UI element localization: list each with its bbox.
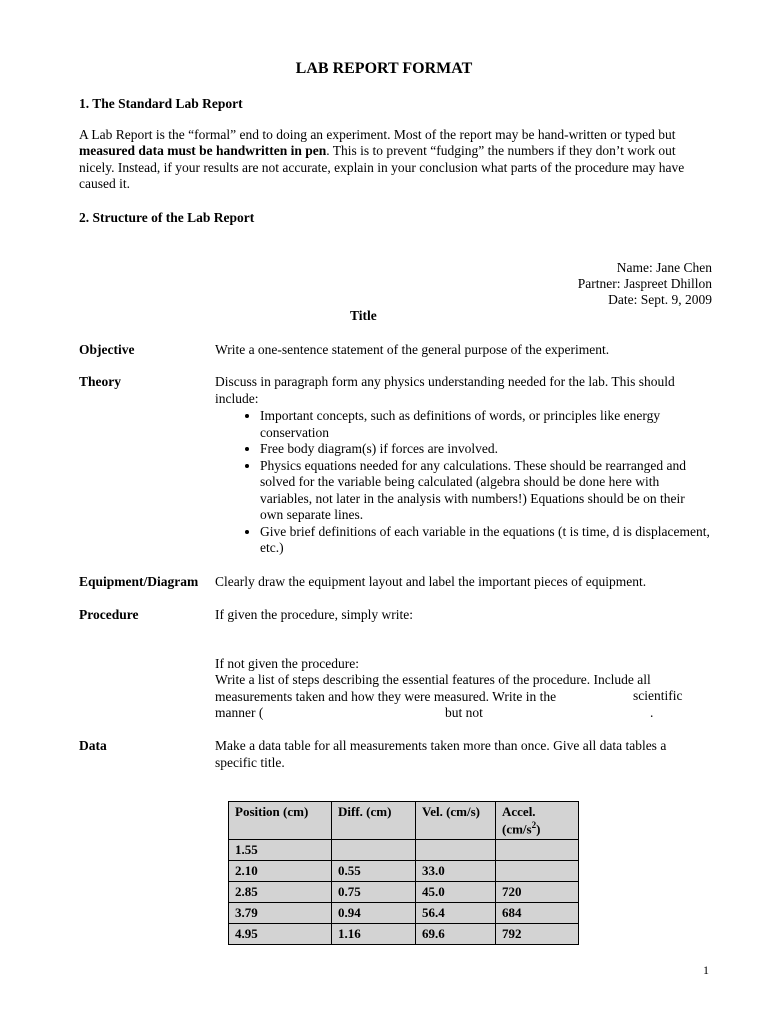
procedure-text-2: If not given the procedure: <box>215 656 359 671</box>
table-cell: 3.79 <box>229 903 332 924</box>
theory-bullet-2: • Free body diagram(s) if forces are involved. <box>260 441 710 458</box>
equipment-text: Clearly draw the equipment layout and label the important pieces of equipment. <box>215 574 647 589</box>
header-name: Name: Jane Chen <box>616 260 712 275</box>
section-2-heading: 2. Structure of the Lab Report <box>79 210 255 225</box>
table-cell: 720 <box>496 882 579 903</box>
accel-unit <box>502 820 572 837</box>
objective-label: Objective <box>79 342 135 357</box>
data-table <box>228 801 579 945</box>
data-label: Data <box>79 738 107 753</box>
table-cell <box>496 861 579 882</box>
header-date: Date: Sept. 9, 2009 <box>608 292 712 307</box>
table-header-cell: Vel. (cm/s) <box>416 802 496 840</box>
accel-unit-close: ) <box>536 821 541 837</box>
table-cell: 33.0 <box>416 861 496 882</box>
table-row <box>229 924 579 945</box>
table-cell: 45.0 <box>416 882 496 903</box>
document-title: LAB REPORT FORMAT <box>295 60 473 77</box>
table-cell <box>416 840 496 861</box>
header-partner: Partner: Jaspreet Dhillon <box>577 276 712 291</box>
intro-bold-text: measured data must be handwritten in pen <box>79 143 327 159</box>
table-cell: 1.55 <box>229 840 332 861</box>
intro-text-2: . This is to prevent “fudging” the numbers if they don’t work out nicely. Instead, if your results are not accurate, explain in your conclusion what parts of the procedure may have caused it. <box>79 143 685 191</box>
accel-unit-exponent: 2 <box>531 820 537 830</box>
table-cell: 69.6 <box>416 924 496 945</box>
accel-label: Accel. <box>502 804 536 819</box>
page-number: 1 <box>703 963 709 977</box>
procedure-text-4b: but not <box>445 705 483 720</box>
table-row <box>229 861 579 882</box>
theory-label: Theory <box>79 374 121 389</box>
table-cell: 4.95 <box>229 924 332 945</box>
procedure-text-3b: scientific <box>633 688 683 703</box>
procedure-text-3: Write a list of steps describing the essential features of the procedure. Include all measurements taken and how they were measured. Write in the <box>215 672 651 704</box>
theory-block <box>215 374 710 557</box>
table-cell: 2.85 <box>229 882 332 903</box>
table-cell: 2.10 <box>229 861 332 882</box>
table-cell: 0.75 <box>332 882 416 903</box>
table-cell <box>332 840 416 861</box>
table-row <box>229 840 579 861</box>
theory-bullet-1: • Important concepts, such as definitions of words, or principles like energy conservation <box>260 408 710 441</box>
table-cell: 56.4 <box>416 903 496 924</box>
theory-bullet-4: • Give brief definitions of each variable in the equations (t is time, d is displacement, etc.) <box>260 524 710 557</box>
table-cell <box>496 840 579 861</box>
table-header-cell: Position (cm) <box>229 802 332 840</box>
table-cell: 1.16 <box>332 924 416 945</box>
report-title-label: Title <box>350 308 377 323</box>
data-text: Make a data table for all measurements taken more than once. Give all data tables a specific title. <box>215 738 667 770</box>
intro-paragraph <box>79 127 709 192</box>
table-cell: 0.94 <box>332 903 416 924</box>
procedure-text-4c: . <box>650 705 654 720</box>
procedure-text-4a: manner ( <box>215 705 264 720</box>
table-row <box>229 882 579 903</box>
table-cell: 792 <box>496 924 579 945</box>
table-cell: 0.55 <box>332 861 416 882</box>
procedure-text-1: If given the procedure, simply write: <box>215 607 413 622</box>
section-1-heading: 1. The Standard Lab Report <box>79 96 243 111</box>
theory-text: Discuss in paragraph form any physics understanding needed for the lab. This should include: <box>215 374 675 406</box>
objective-text: Write a one-sentence statement of the general purpose of the experiment. <box>215 342 610 357</box>
theory-bullet-list <box>215 408 710 557</box>
table-header-cell-accel <box>496 802 579 840</box>
table-header-cell: Diff. (cm) <box>332 802 416 840</box>
accel-unit-text: (cm/s <box>502 821 532 837</box>
equipment-label: Equipment/Diagram <box>79 574 199 589</box>
intro-text-1: A Lab Report is the “formal” end to doing an experiment. Most of the report may be hand-written or typed but <box>79 127 676 142</box>
table-cell: 684 <box>496 903 579 924</box>
table-header-row <box>229 802 579 840</box>
procedure-label: Procedure <box>79 607 139 622</box>
theory-bullet-3: • Physics equations needed for any calculations. These should be rearranged and solved for the variable being calculated (algebra should be done here with variables, not later in the analysis with numbers!) Equations should be on their own separate lines. <box>260 458 710 524</box>
report-header <box>578 260 712 308</box>
table-row <box>229 903 579 924</box>
